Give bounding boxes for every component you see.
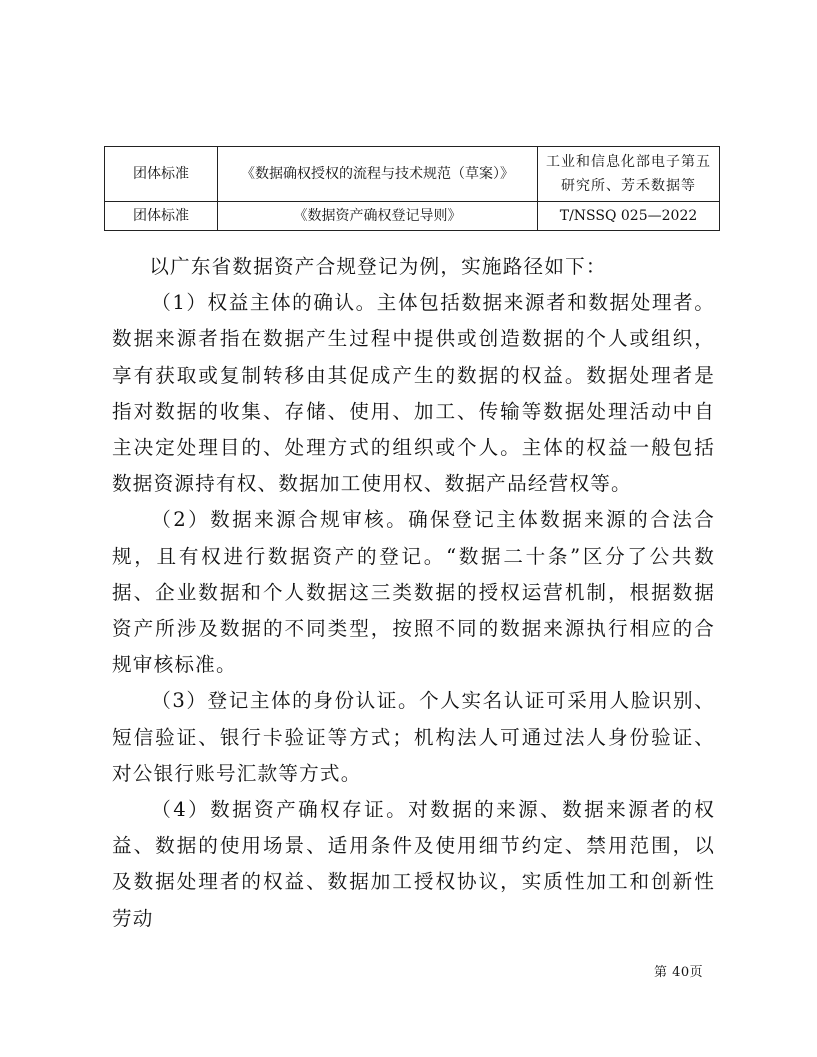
paragraph-rights-certification: （4）数据资产确权存证。对数据的来源、数据来源者的权益、数据的使用场景、适用条件及使用细节约定、禁用范围，以及数据处理者的权益、数据加工授权协议，实质性加工和创新性劳动 bbox=[112, 798, 715, 930]
standards-table bbox=[104, 146, 720, 231]
standard-title-cell: 《数据确权授权的流程与技术规范（草案）》 bbox=[218, 147, 538, 202]
standard-issuer-cell: 工业和信息化部电子第五研究所、芳禾数据等 bbox=[538, 147, 720, 202]
table-row bbox=[105, 202, 720, 231]
table-row bbox=[105, 147, 720, 202]
standard-code-cell: T/NSSQ 025—2022 bbox=[538, 202, 720, 231]
intro-paragraph: 以广东省数据资产合规登记为例，实施路径如下： bbox=[149, 255, 607, 278]
paragraph-rights-subject: （1）权益主体的确认。主体包括数据来源者和数据处理者。数据来源者指在数据产生过程中提供或创造数据的个人或组织，享有获取或复制转移由其促成产生的数据的权益。数据处理者是指对数据的收集、存储、使用、加工、传输等数据处理活动中自主决定处理目的、处理方式的组织或个人。主体的权益一般包括数据资源持有权、数据加工使用权、数据产品经营权等。 bbox=[112, 291, 715, 496]
paragraph-identity-verification: （3）登记主体的身份认证。个人实名认证可采用人脸识别、短信验证、银行卡验证等方式；机构法人可通过法人身份验证、对公银行账号汇款等方式。 bbox=[112, 689, 715, 785]
page-number: 第 40页 bbox=[654, 965, 704, 980]
standard-type-cell: 团体标准 bbox=[105, 202, 218, 231]
body-text bbox=[112, 249, 715, 937]
standard-title-cell: 《数据资产确权登记导则》 bbox=[218, 202, 538, 231]
standard-type-cell: 团体标准 bbox=[105, 147, 218, 202]
paragraph-source-compliance: （2）数据来源合规审核。确保登记主体数据来源的合法合规，且有权进行数据资产的登记。“数据二十条”区分了公共数据、企业数据和个人数据这三类数据的授权运营机制，根据数据资产所涉及数据的不同类型，按照不同的数据来源执行相应的合规审核标准。 bbox=[112, 508, 715, 677]
